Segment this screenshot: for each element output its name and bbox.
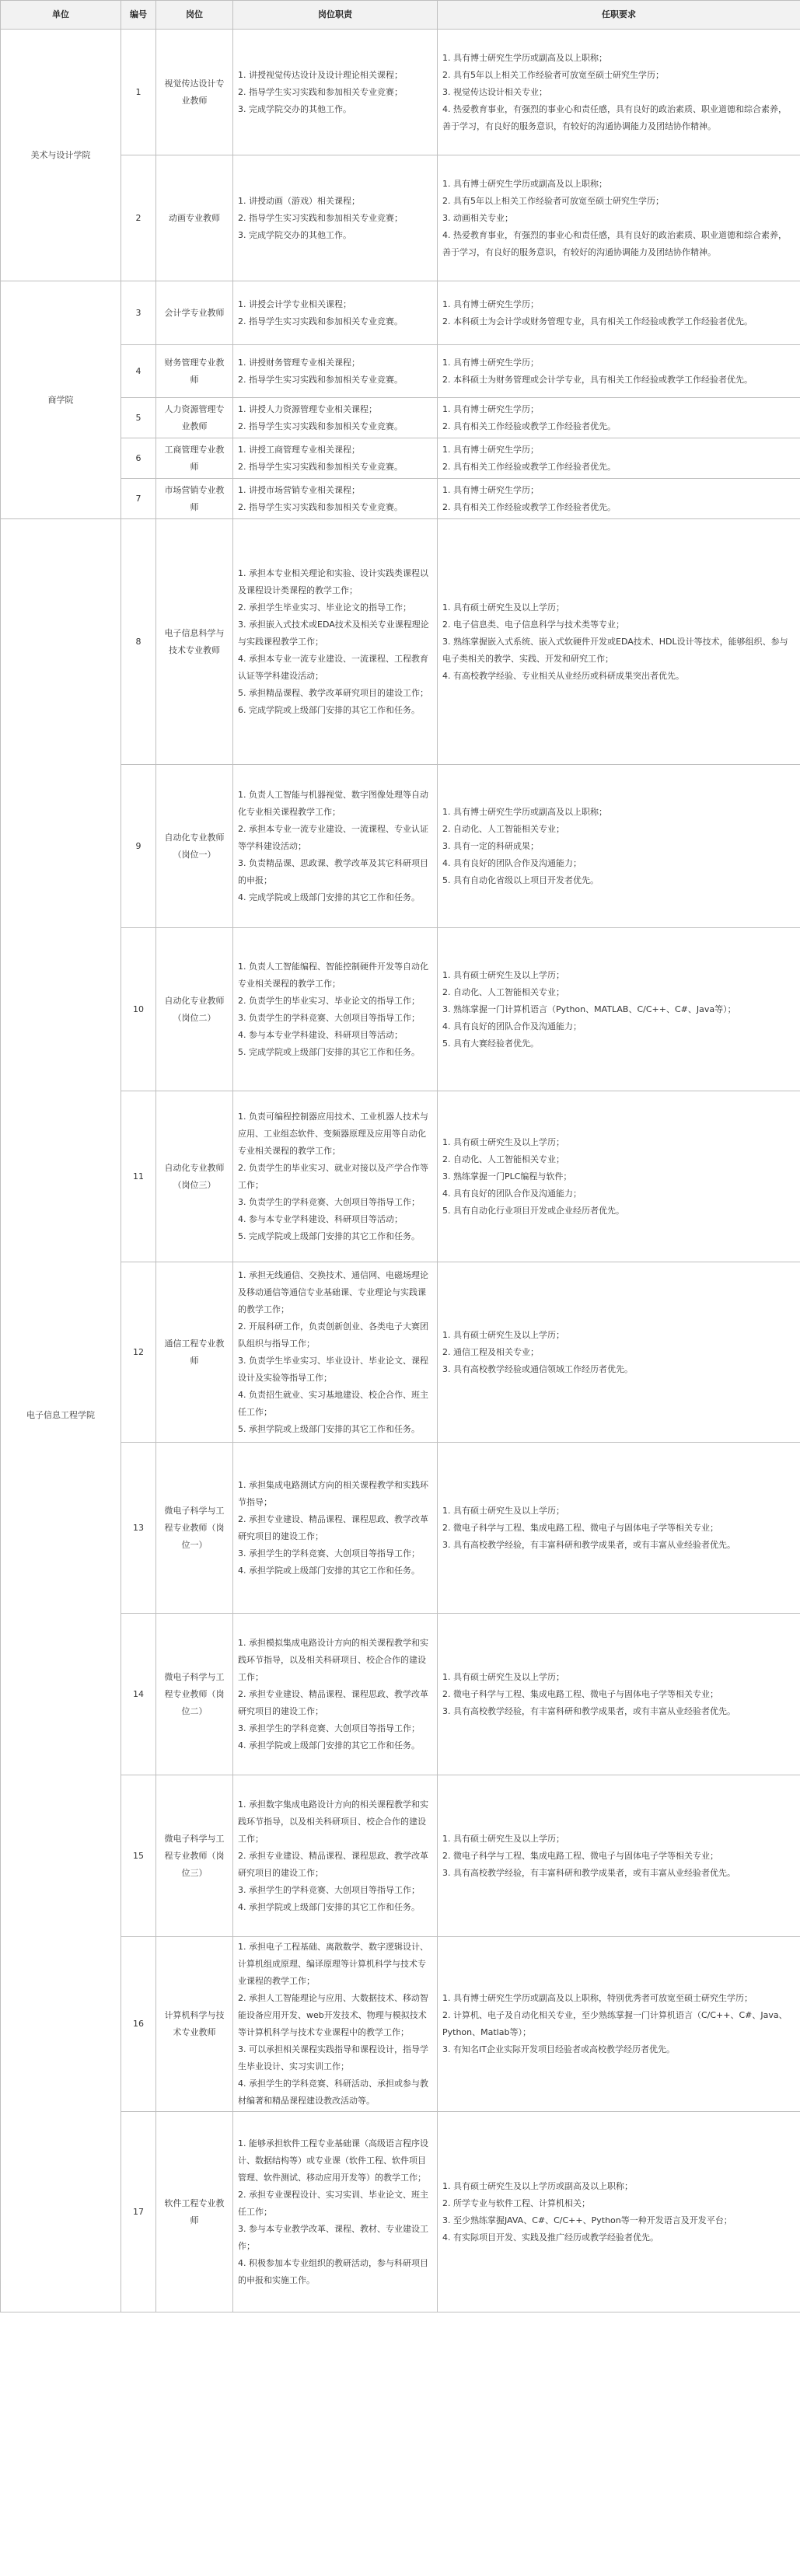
requirements-cell (438, 1614, 800, 1775)
duty-line: 3. 参与本专业教学改革、课程、教材、专业建设工作； (238, 2223, 428, 2251)
requirement-line: 5. 具有大赛经验者优先。 (442, 1038, 539, 1049)
requirement-line: 3. 至少熟练掌握JAVA、C#、C/C++、Python等一种开发语言及开发平台； (442, 2215, 732, 2225)
duties-cell (233, 2112, 438, 2312)
duty-line: 1. 讲授财务管理专业相关课程； (238, 357, 360, 368)
requirement-line: 2. 微电子科学与工程、集成电路工程、微电子与固体电子学等相关专业； (442, 1850, 718, 1861)
table-row (1, 438, 800, 479)
table-row (1, 281, 800, 345)
duty-line: 1. 讲授视觉传达设计及设计理论相关课程； (238, 69, 403, 80)
duty-line: 1. 能够承担软件工程专业基础课（高级语言程序设计、数据结构等）或专业课（软件工程、软件项目管理、软件测试、移动应用开发等）的教学工作； (238, 2138, 428, 2183)
duties-cell (233, 1775, 438, 1937)
requirements-cell (438, 30, 800, 155)
requirements-cell (438, 281, 800, 345)
table-row (1, 765, 800, 928)
duty-line: 2. 承担专业建设、精品课程、课程思政、教学改革研究项目的建设工作； (238, 1513, 428, 1541)
duty-line: 1. 讲授市场营销专业相关课程； (238, 484, 360, 495)
duty-line: 1. 讲授工商管理专业相关课程； (238, 444, 360, 455)
number-cell: 15 (121, 1775, 156, 1937)
duty-line: 3. 负责学生的学科竞赛、大创项目等指导工作； (238, 1012, 420, 1023)
requirements-cell (438, 345, 800, 398)
requirement-line: 1. 具有硕士研究生及以上学历； (442, 1136, 564, 1147)
requirements-cell (438, 2112, 800, 2312)
post-cell: 微电子科学与工程专业教师（岗位三） (156, 1775, 233, 1937)
post-cell: 微电子科学与工程专业教师（岗位一） (156, 1443, 233, 1614)
duties-cell (233, 479, 438, 519)
requirement-line: 1. 具有博士研究生学历或副高及以上职称； (442, 806, 607, 817)
number-cell: 7 (121, 479, 156, 519)
requirement-line: 4. 热爱教育事业，有强烈的事业心和责任感，具有良好的政治素质、职业道德和综合素养，善于学习，有良好的服务意识，有较好的沟通协调能力及团结协作精神。 (442, 229, 787, 257)
table-row (1, 479, 800, 519)
duty-line: 3. 完成学院交办的其他工作。 (238, 103, 351, 114)
requirement-line: 1. 具有硕士研究生及以上学历； (442, 1671, 564, 1682)
duty-line: 1. 承担无线通信、交换技术、通信网、电磁场理论及移动通信等通信专业基础课、专业理论与实践课的教学工作； (238, 1269, 428, 1314)
duties-cell (233, 281, 438, 345)
requirements-cell (438, 155, 800, 281)
table-row (1, 2112, 800, 2312)
duty-line: 3. 承担学生的学科竞赛、大创项目等指导工作； (238, 1548, 420, 1559)
requirement-line: 1. 具有硕士研究生及以上学历； (442, 602, 564, 613)
requirements-cell (438, 1091, 800, 1262)
requirement-line: 1. 具有博士研究生学历； (442, 357, 539, 368)
duty-line: 3. 完成学院交办的其他工作。 (238, 229, 351, 240)
duty-line: 5. 承担精品课程、教学改革研究项目的建设工作； (238, 687, 428, 698)
number-cell: 3 (121, 281, 156, 345)
post-cell: 自动化专业教师（岗位一） (156, 765, 233, 928)
table-header-row (1, 1, 800, 30)
duty-line: 2. 指导学生实习实践和参加相关专业竞赛。 (238, 316, 403, 326)
requirement-line: 2. 自动化、人工智能相关专业； (442, 823, 564, 834)
requirements-cell (438, 1443, 800, 1614)
requirement-line: 1. 具有博士研究生学历或副高及以上职称； (442, 52, 607, 63)
requirement-line: 2. 具有相关工作经验或教学工作经验者优先。 (442, 461, 616, 472)
post-cell: 视觉传达设计专业教师 (156, 30, 233, 155)
duty-line: 2. 负责学生的毕业实习、就业对接以及产学合作等工作； (238, 1162, 428, 1190)
requirement-line: 1. 具有博士研究生学历； (442, 444, 539, 455)
requirement-line: 3. 具有高校教学经验，有丰富科研和教学成果者，或有丰富从业经验者优先。 (442, 1705, 735, 1716)
requirements-cell (438, 1937, 800, 2112)
duty-line: 3. 承担学生的学科竞赛、大创项目等指导工作； (238, 1723, 420, 1733)
number-cell: 9 (121, 765, 156, 928)
number-cell: 13 (121, 1443, 156, 1614)
unit-cell: 美术与设计学院 (1, 30, 121, 281)
requirement-line: 2. 计算机、电子及自动化相关专业，至少熟练掌握一门计算机语言（C/C++、C#、Java、Python、Matlab等）； (442, 2010, 788, 2037)
duty-line: 4. 积极参加本专业组织的教研活动，参与科研项目的申报和实施工作。 (238, 2257, 428, 2285)
duty-line: 1. 承担电子工程基础、离散数学、数字逻辑设计、计算机组成原理、编译原理等计算机科学与技术专业课程的教学工作； (238, 1942, 428, 1986)
unit-cell: 商学院 (1, 281, 121, 519)
duty-line: 2. 承担专业课程设计、实习实训、毕业论文、班主任工作； (238, 2189, 428, 2217)
duty-line: 1. 承担集成电路测试方向的相关课程教学和实践环节指导； (238, 1479, 428, 1507)
duty-line: 4. 承担学生的学科竞赛、科研活动、承担或参与教材编著和精品课程建设教改活动等。 (238, 2079, 428, 2106)
duty-line: 4. 参与本专业学科建设、科研项目等活动； (238, 1029, 403, 1040)
header-post: 岗位 (156, 1, 233, 30)
duty-line: 4. 承担学院或上级部门安排的其它工作和任务。 (238, 1740, 420, 1750)
number-cell: 8 (121, 519, 156, 765)
number-cell: 1 (121, 30, 156, 155)
header-duties: 岗位职责 (233, 1, 438, 30)
requirement-line: 1. 具有硕士研究生及以上学历； (442, 969, 564, 980)
duty-line: 6. 完成学院或上级部门安排的其它工作和任务。 (238, 704, 420, 715)
post-cell: 自动化专业教师（岗位二） (156, 928, 233, 1091)
requirement-line: 2. 具有5年以上相关工作经验者可放宽至硕士研究生学历； (442, 195, 664, 206)
duties-cell (233, 155, 438, 281)
post-cell: 自动化专业教师（岗位三） (156, 1091, 233, 1262)
requirement-line: 2. 具有5年以上相关工作经验者可放宽至硕士研究生学历； (442, 69, 664, 80)
requirements-cell (438, 1262, 800, 1443)
requirement-line: 5. 具有自动化行业项目开发或企业经历者优先。 (442, 1205, 624, 1216)
requirement-line: 5. 具有自动化省级以上项目开发者优先。 (442, 874, 599, 885)
header-number: 编号 (121, 1, 156, 30)
requirements-cell (438, 438, 800, 479)
duty-line: 1. 讲授人力资源管理专业相关课程； (238, 403, 377, 414)
requirement-line: 4. 具有良好的团队合作及沟通能力； (442, 857, 582, 868)
duty-line: 2. 承担本专业一流专业建设、一流课程、专业认证等学科建设活动； (238, 823, 428, 851)
duty-line: 5. 完成学院或上级部门安排的其它工作和任务。 (238, 1046, 420, 1057)
table-row (1, 1614, 800, 1775)
header-requirements: 任职要求 (438, 1, 800, 30)
post-cell: 软件工程专业教师 (156, 2112, 233, 2312)
requirement-line: 2. 本科硕士为会计学或财务管理专业，具有相关工作经验或教学工作经验者优先。 (442, 316, 753, 326)
requirement-line: 3. 动画相关专业； (442, 212, 513, 223)
number-cell: 11 (121, 1091, 156, 1262)
duty-line: 3. 负责精品课、思政课、教学改革及其它科研项目的申报； (238, 857, 428, 885)
duties-cell (233, 1614, 438, 1775)
requirements-cell (438, 928, 800, 1091)
requirement-line: 3. 有知名IT企业实际开发项目经验者或高校教学经历者优先。 (442, 2044, 675, 2054)
number-cell: 14 (121, 1614, 156, 1775)
number-cell: 6 (121, 438, 156, 479)
table-row (1, 30, 800, 155)
table-row (1, 1937, 800, 2112)
requirement-line: 3. 熟练掌握一门计算机语言（Python、MATLAB、C/C++、C#、Java等）； (442, 1004, 736, 1014)
requirement-line: 1. 具有博士研究生学历或副高及以上职称； (442, 178, 607, 189)
table-row (1, 1091, 800, 1262)
duty-line: 2. 承担专业建设、精品课程、课程思政、教学改革研究项目的建设工作； (238, 1850, 428, 1878)
requirements-cell (438, 479, 800, 519)
requirement-line: 1. 具有硕士研究生及以上学历； (442, 1833, 564, 1844)
duty-line: 2. 承担学生毕业实习、毕业论文的指导工作； (238, 602, 411, 613)
duty-line: 1. 负责人工智能编程、智能控制硬件开发等自动化专业相关课程的教学工作； (238, 961, 428, 989)
table-row (1, 519, 800, 765)
post-cell: 计算机科学与技术专业教师 (156, 1937, 233, 2112)
duties-cell (233, 1937, 438, 2112)
duty-line: 4. 完成学院或上级部门安排的其它工作和任务。 (238, 892, 420, 902)
table-body (1, 30, 800, 2312)
requirements-cell (438, 519, 800, 765)
table-row (1, 1775, 800, 1937)
duty-line: 5. 完成学院或上级部门安排的其它工作和任务。 (238, 1230, 420, 1241)
requirement-line: 2. 本科硕士为财务管理或会计学专业，具有相关工作经验或教学工作经验者优先。 (442, 374, 753, 385)
table-row (1, 928, 800, 1091)
number-cell: 12 (121, 1262, 156, 1443)
requirement-line: 4. 具有良好的团队合作及沟通能力； (442, 1188, 582, 1199)
post-cell: 工商管理专业教师 (156, 438, 233, 479)
duty-line: 2. 承担人工智能理论与应用、大数据技术、移动智能设备应用开发、web开发技术、物理与模拟技术等计算机科学与技术专业课程中的教学工作； (238, 1993, 428, 2037)
number-cell: 16 (121, 1937, 156, 2112)
requirement-line: 3. 视觉传达设计相关专业； (442, 86, 547, 97)
number-cell: 4 (121, 345, 156, 398)
post-cell: 动画专业教师 (156, 155, 233, 281)
requirement-line: 1. 具有硕士研究生及以上学历； (442, 1505, 564, 1516)
duty-line: 3. 承担嵌入式技术或EDA技术及相关专业课程理论与实践课程教学工作； (238, 619, 429, 647)
duty-line: 1. 负责人工智能与机器视觉、数字图像处理等自动化专业相关课程教学工作； (238, 789, 428, 817)
requirement-line: 1. 具有博士研究生学历或副高及以上职称，特别优秀者可放宽至硕士研究生学历； (442, 1993, 753, 2003)
duty-line: 5. 承担学院或上级部门安排的其它工作和任务。 (238, 1423, 420, 1434)
post-cell: 微电子科学与工程专业教师（岗位二） (156, 1614, 233, 1775)
duty-line: 1. 承担模拟集成电路设计方向的相关课程教学和实践环节指导，以及相关科研项目、校企合作的建设工作； (238, 1637, 428, 1682)
requirement-line: 2. 微电子科学与工程、集成电路工程、微电子与固体电子学等相关专业； (442, 1688, 718, 1699)
requirement-line: 1. 具有博士研究生学历； (442, 403, 539, 414)
requirement-line: 4. 有高校教学经验、专业相关从业经历或科研成果突出者优先。 (442, 670, 684, 681)
duties-cell (233, 1262, 438, 1443)
header-unit: 单位 (1, 1, 121, 30)
duties-cell (233, 519, 438, 765)
duties-cell (233, 765, 438, 928)
duty-line: 3. 承担学生的学科竞赛、大创项目等指导工作； (238, 1884, 420, 1895)
requirement-line: 2. 具有相关工作经验或教学工作经验者优先。 (442, 421, 616, 431)
duties-cell (233, 398, 438, 438)
duty-line: 2. 指导学生实习实践和参加相关专业竞赛； (238, 86, 403, 97)
duty-line: 4. 承担学院或上级部门安排的其它工作和任务。 (238, 1565, 420, 1576)
duty-line: 4. 承担本专业一流专业建设、一流课程、工程教育认证等学科建设活动； (238, 653, 428, 681)
requirement-line: 2. 电子信息类、电子信息科学与技术类等专业； (442, 619, 624, 630)
number-cell: 5 (121, 398, 156, 438)
requirement-line: 3. 具有一定的科研成果； (442, 840, 539, 851)
table-row (1, 345, 800, 398)
duties-cell (233, 1443, 438, 1614)
duty-line: 2. 指导学生实习实践和参加相关专业竞赛。 (238, 421, 403, 431)
table-row (1, 155, 800, 281)
duty-line: 2. 指导学生实习实践和参加相关专业竞赛。 (238, 461, 403, 472)
requirement-line: 4. 有实际项目开发、实践及推广经历或教学经验者优先。 (442, 2232, 659, 2243)
requirement-line: 3. 具有高校教学经验，有丰富科研和教学成果者，或有丰富从业经验者优先。 (442, 1867, 735, 1878)
requirement-line: 1. 具有博士研究生学历； (442, 484, 539, 495)
table-row (1, 1443, 800, 1614)
post-cell: 通信工程专业教师 (156, 1262, 233, 1443)
requirement-line: 2. 具有相关工作经验或教学工作经验者优先。 (442, 501, 616, 512)
post-cell: 市场营销专业教师 (156, 479, 233, 519)
requirement-line: 4. 具有良好的团队合作及沟通能力； (442, 1021, 582, 1031)
duty-line: 3. 可以承担相关课程实践指导和课程设计，指导学生毕业设计、实习实训工作； (238, 2044, 428, 2072)
requirement-line: 1. 具有博士研究生学历； (442, 298, 539, 309)
requirement-line: 2. 自动化、人工智能相关专业； (442, 1154, 564, 1164)
duty-line: 2. 指导学生实习实践和参加相关专业竞赛。 (238, 501, 403, 512)
requirement-line: 3. 具有高校教学经验或通信领域工作经历者优先。 (442, 1363, 633, 1374)
number-cell: 17 (121, 2112, 156, 2312)
unit-cell: 电子信息工程学院 (1, 519, 121, 2312)
duty-line: 1. 承担数字集成电路设计方向的相关课程教学和实践环节指导，以及相关科研项目、校企合作的建设工作； (238, 1799, 428, 1844)
requirement-line: 3. 具有高校教学经验，有丰富科研和教学成果者，或有丰富从业经验者优先。 (442, 1539, 735, 1550)
duties-cell (233, 438, 438, 479)
duty-line: 4. 参与本专业学科建设、科研项目等活动； (238, 1213, 403, 1224)
duties-cell (233, 30, 438, 155)
requirement-line: 2. 通信工程及相关专业； (442, 1346, 539, 1357)
duties-cell (233, 1091, 438, 1262)
duty-line: 1. 讲授动画（游戏）相关课程； (238, 195, 360, 206)
duty-line: 4. 承担学院或上级部门安排的其它工作和任务。 (238, 1901, 420, 1912)
duty-line: 2. 开展科研工作，负责创新创业、各类电子大赛团队组织与指导工作； (238, 1321, 428, 1349)
post-cell: 财务管理专业教师 (156, 345, 233, 398)
duties-cell (233, 345, 438, 398)
duty-line: 1. 讲授会计学专业相关课程； (238, 298, 351, 309)
duty-line: 1. 负责可编程控制器应用技术、工业机器人技术与应用、工业组态软件、变频器原理及应用等自动化专业相关课程的教学工作； (238, 1111, 428, 1156)
table-row (1, 398, 800, 438)
number-cell: 2 (121, 155, 156, 281)
post-cell: 人力资源管理专业教师 (156, 398, 233, 438)
post-cell: 电子信息科学与技术专业教师 (156, 519, 233, 765)
requirement-line: 2. 微电子科学与工程、集成电路工程、微电子与固体电子学等相关专业； (442, 1522, 718, 1533)
requirement-line: 3. 熟练掌握嵌入式系统、嵌入式软硬件开发或EDA技术、HDL设计等技术，能够组织、参与电子类相关的教学、实践、开发和研究工作； (442, 636, 788, 664)
duty-line: 3. 负责学生毕业实习、毕业设计、毕业论文、课程设计及实验等指导工作； (238, 1355, 428, 1383)
requirements-cell (438, 1775, 800, 1937)
requirement-line: 2. 自动化、人工智能相关专业； (442, 986, 564, 997)
table-row (1, 1262, 800, 1443)
duties-cell (233, 928, 438, 1091)
requirements-cell (438, 398, 800, 438)
requirement-line: 1. 具有硕士研究生及以上学历； (442, 1329, 564, 1340)
post-cell: 会计学专业教师 (156, 281, 233, 345)
duty-line: 1. 承担本专业相关理论和实验、设计实践类课程以及课程设计类课程的教学工作； (238, 567, 428, 595)
duty-line: 2. 承担专业建设、精品课程、课程思政、教学改革研究项目的建设工作； (238, 1688, 428, 1716)
duty-line: 2. 指导学生实习实践和参加相关专业竞赛。 (238, 374, 403, 385)
duty-line: 3. 负责学生的学科竞赛、大创项目等指导工作； (238, 1196, 420, 1207)
requirements-cell (438, 765, 800, 928)
duty-line: 2. 负责学生的毕业实习、毕业论文的指导工作； (238, 995, 420, 1006)
duty-line: 2. 指导学生实习实践和参加相关专业竞赛； (238, 212, 403, 223)
number-cell: 10 (121, 928, 156, 1091)
requirement-line: 4. 热爱教育事业，有强烈的事业心和责任感，具有良好的政治素质、职业道德和综合素养，善于学习，有良好的服务意识，有较好的沟通协调能力及团结协作精神。 (442, 103, 787, 131)
requirement-line: 2. 所学专业与软件工程、计算机相关； (442, 2197, 590, 2208)
requirement-line: 1. 具有硕士研究生及以上学历或副高及以上职称； (442, 2180, 633, 2191)
duty-line: 4. 负责招生就业、实习基地建设、校企合作、班主任工作； (238, 1389, 428, 1417)
requirement-line: 3. 熟练掌握一门PLC编程与软件； (442, 1171, 572, 1182)
